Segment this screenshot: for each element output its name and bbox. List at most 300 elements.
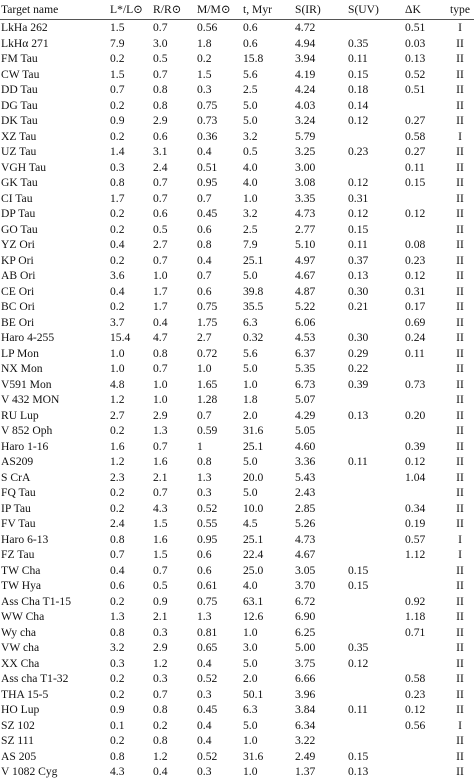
cell-s-ir: 5.00: [295, 641, 316, 654]
cell-s-uv: [342, 423, 397, 439]
cell-type: II: [456, 672, 464, 685]
cell-radius: 1.0: [153, 377, 168, 391]
cell-delta-k: [397, 749, 446, 765]
cell-s-ir: 4.73: [295, 532, 316, 546]
cell-mass: 0.3: [197, 486, 212, 499]
cell-s-ir: 6.25: [295, 625, 316, 639]
cell-mass: 0.6: [197, 284, 212, 298]
cell-age: 5.0: [243, 486, 258, 499]
cell-delta-k: 0.20: [405, 408, 426, 422]
cell-radius: 0.4: [153, 765, 168, 778]
cell-age: 15.8: [243, 52, 264, 65]
cell-s-ir: 4.19: [295, 67, 316, 81]
cell-target-name: LkHα 271: [1, 36, 49, 50]
cell-type: I: [458, 129, 462, 143]
cell-radius: 3.1: [153, 145, 168, 158]
cell-s-uv: 0.35: [348, 641, 369, 654]
table-row: [0, 222, 474, 238]
cell-s-uv: [342, 392, 397, 408]
cell-luminosity: 1.5: [110, 67, 125, 81]
cell-mass: 0.7: [197, 408, 212, 422]
cell-target-name: HO Lup: [1, 703, 40, 716]
cell-luminosity: 0.3: [110, 656, 125, 670]
cell-type: II: [456, 734, 464, 747]
cell-s-uv: [342, 547, 397, 563]
cell-delta-k: 0.51: [405, 21, 426, 34]
cell-type: II: [456, 687, 464, 701]
cell-target-name: FV Tau: [1, 517, 36, 530]
cell-delta-k: 0.12: [405, 269, 426, 282]
cell-type: II: [456, 269, 464, 282]
cell-type: II: [456, 765, 464, 778]
cell-radius: 0.5: [153, 222, 168, 236]
cell-type: II: [456, 207, 464, 220]
cell-type: II: [456, 176, 464, 189]
header-row: [0, 0, 474, 20]
cell-target-name: Ass cha T1-32: [1, 672, 69, 685]
cell-age: 4.0: [243, 579, 258, 592]
table-row: [0, 330, 474, 346]
cell-age: 25.0: [243, 563, 264, 577]
cell-mass: 0.45: [197, 703, 218, 716]
cell-s-uv: [342, 315, 397, 331]
cell-radius: 0.2: [153, 718, 168, 732]
cell-s-uv: 0.13: [348, 765, 369, 778]
cell-delta-k: 0.52: [405, 67, 426, 81]
table-row: [0, 206, 474, 222]
cell-radius: 0.7: [153, 191, 168, 205]
cell-age: 1.8: [243, 393, 258, 406]
cell-type: II: [456, 470, 464, 484]
table-row: [0, 113, 474, 129]
cell-mass: 2.7: [197, 331, 212, 344]
cell-s-ir: 6.73: [295, 377, 316, 391]
cell-delta-k: [397, 423, 446, 439]
cell-s-ir: 3.24: [295, 114, 316, 127]
cell-delta-k: 0.12: [405, 703, 426, 716]
cell-radius: 0.3: [153, 672, 168, 685]
cell-type: II: [456, 610, 464, 623]
cell-target-name: V 852 Oph: [1, 424, 53, 437]
cell-s-ir: 6.06: [295, 315, 316, 329]
cell-s-ir: 4.72: [295, 21, 316, 34]
header-s-ir: S(IR): [290, 0, 342, 20]
cell-mass: 1.5: [197, 67, 212, 81]
cell-type: II: [456, 98, 464, 112]
cell-mass: 0.52: [197, 672, 218, 685]
cell-s-ir: 1.37: [295, 765, 316, 778]
cell-type: II: [456, 284, 464, 298]
cell-delta-k: 0.58: [405, 129, 426, 143]
cell-type: II: [456, 67, 464, 81]
cell-target-name: GO Tau: [1, 222, 38, 236]
cell-radius: 0.3: [153, 625, 168, 639]
cell-radius: 0.6: [153, 129, 168, 143]
cell-luminosity: 2.7: [110, 408, 125, 422]
cell-s-uv: 0.15: [348, 579, 369, 592]
cell-radius: 2.9: [153, 641, 168, 654]
cell-mass: 0.4: [197, 145, 212, 158]
cell-age: 2.0: [243, 408, 258, 422]
cell-age: 7.9: [243, 238, 258, 251]
cell-delta-k: 0.31: [405, 284, 426, 298]
cell-delta-k: 0.58: [405, 672, 426, 685]
cell-target-name: DK Tau: [1, 114, 38, 127]
table-row: [0, 191, 474, 207]
cell-s-uv: 0.21: [348, 300, 369, 313]
cell-luminosity: 0.9: [110, 114, 125, 127]
cell-s-uv: 0.12: [348, 176, 369, 189]
cell-mass: 0.72: [197, 346, 218, 360]
table-row: [0, 501, 474, 517]
cell-s-ir: 5.10: [295, 238, 316, 251]
cell-target-name: V591 Mon: [1, 377, 52, 391]
cell-type: II: [456, 517, 464, 530]
cell-mass: 1.3: [197, 610, 212, 623]
cell-mass: 0.73: [197, 114, 218, 127]
cell-luminosity: 0.8: [110, 625, 125, 639]
cell-s-uv: [342, 733, 397, 749]
cell-mass: 0.59: [197, 424, 218, 437]
cell-s-uv: 0.29: [348, 346, 369, 360]
cell-s-uv: 0.11: [348, 703, 368, 716]
cell-radius: 0.7: [153, 563, 168, 577]
cell-age: 5.0: [243, 114, 258, 127]
cell-target-name: CW Tau: [1, 67, 40, 81]
cell-s-ir: 5.07: [295, 393, 316, 406]
table-row: [0, 175, 474, 191]
cell-mass: 0.2: [197, 52, 212, 65]
cell-target-name: XX Cha: [1, 656, 40, 670]
cell-radius: 2.9: [153, 408, 168, 422]
header-mass: M/M⊙: [191, 0, 239, 20]
cell-luminosity: 0.2: [110, 687, 125, 701]
cell-radius: 0.5: [153, 579, 168, 592]
cell-s-uv: [342, 671, 397, 687]
cell-type: II: [456, 563, 464, 577]
cell-luminosity: 0.7: [110, 548, 125, 561]
cell-type: II: [456, 656, 464, 670]
cell-mass: 1: [197, 439, 203, 453]
cell-radius: 2.7: [153, 238, 168, 251]
cell-age: 0.32: [243, 331, 264, 344]
cell-luminosity: 0.8: [110, 749, 125, 763]
cell-mass: 0.3: [197, 687, 212, 701]
cell-mass: 0.4: [197, 734, 212, 747]
cell-type: II: [456, 83, 464, 96]
cell-radius: 1.2: [153, 749, 168, 763]
cell-luminosity: 0.9: [110, 703, 125, 716]
cell-luminosity: 15.4: [110, 331, 131, 344]
cell-radius: 2.4: [153, 160, 168, 174]
cell-target-name: V 1082 Cyg: [1, 765, 58, 778]
cell-age: 5.0: [243, 362, 258, 375]
cell-age: 63.1: [243, 594, 264, 608]
cell-radius: 0.7: [153, 21, 168, 34]
table-row: [0, 237, 474, 253]
table-row: [0, 129, 474, 145]
table-row: [0, 687, 474, 703]
cell-s-uv: [342, 532, 397, 548]
cell-mass: 1.75: [197, 315, 218, 329]
cell-s-uv: 0.37: [348, 253, 369, 267]
cell-luminosity: 0.4: [110, 284, 125, 298]
table-row: [0, 439, 474, 455]
cell-delta-k: 0.71: [405, 625, 426, 639]
table-row: [0, 485, 474, 501]
cell-target-name: Haro 6-13: [1, 532, 49, 546]
cell-target-name: VGH Tau: [1, 160, 47, 174]
cell-age: 1.0: [243, 377, 258, 391]
cell-mass: 0.36: [197, 129, 218, 143]
cell-s-uv: 0.15: [348, 563, 369, 577]
cell-luminosity: 1.2: [110, 455, 125, 468]
cell-luminosity: 1.3: [110, 610, 125, 623]
cell-mass: 0.52: [197, 749, 218, 763]
cell-mass: 0.45: [197, 207, 218, 220]
cell-age: 4.5: [243, 517, 258, 530]
cell-age: 3.2: [243, 207, 258, 220]
cell-delta-k: [397, 392, 446, 408]
cell-target-name: CE Ori: [1, 284, 35, 298]
cell-s-uv: 0.11: [348, 238, 368, 251]
table-row: [0, 454, 474, 470]
cell-s-ir: 5.26: [295, 517, 316, 530]
cell-radius: 2.9: [153, 114, 168, 127]
cell-target-name: Ass Cha T1-15: [1, 594, 71, 608]
cell-age: 1.0: [243, 765, 258, 778]
cell-s-uv: [342, 129, 397, 145]
cell-type: II: [456, 52, 464, 65]
cell-delta-k: [397, 764, 446, 780]
cell-luminosity: 0.2: [110, 98, 125, 112]
cell-type: II: [456, 641, 464, 654]
header-type: type: [446, 0, 474, 20]
cell-radius: 2.1: [153, 470, 168, 484]
table-row: [0, 144, 474, 160]
cell-delta-k: [397, 563, 446, 579]
cell-luminosity: 0.2: [110, 222, 125, 236]
table-row: [0, 20, 474, 36]
cell-s-uv: [342, 625, 397, 641]
cell-age: 12.6: [243, 610, 264, 623]
table-row: [0, 733, 474, 749]
cell-mass: 0.7: [197, 269, 212, 282]
cell-delta-k: 0.15: [405, 176, 426, 189]
table-row: [0, 749, 474, 765]
cell-type: II: [456, 300, 464, 313]
cell-s-uv: 0.14: [348, 98, 369, 112]
cell-s-uv: 0.31: [348, 191, 369, 205]
cell-luminosity: 0.7: [110, 83, 125, 96]
cell-delta-k: 0.12: [405, 455, 426, 468]
cell-delta-k: 0.51: [405, 83, 426, 96]
cell-mass: 0.4: [197, 253, 212, 267]
cell-age: 5.6: [243, 346, 258, 360]
cell-target-name: XZ Tau: [1, 129, 37, 143]
cell-age: 20.0: [243, 470, 264, 484]
cell-luminosity: 0.2: [110, 594, 125, 608]
cell-s-ir: 3.75: [295, 656, 316, 670]
cell-target-name: AS 205: [1, 749, 37, 763]
cell-age: 2.0: [243, 672, 258, 685]
cell-age: 22.4: [243, 548, 264, 561]
cell-delta-k: 0.11: [405, 160, 425, 174]
cell-delta-k: 0.39: [405, 439, 426, 453]
cell-mass: 0.75: [197, 594, 218, 608]
cell-s-ir: 3.36: [295, 455, 316, 468]
cell-s-uv: [342, 485, 397, 501]
cell-type: II: [456, 749, 464, 763]
cell-s-ir: 4.67: [295, 548, 316, 561]
cell-mass: 0.61: [197, 579, 218, 592]
cell-s-ir: 4.60: [295, 439, 316, 453]
cell-mass: 1.8: [197, 36, 212, 50]
table-row: [0, 361, 474, 377]
cell-delta-k: 0.23: [405, 253, 426, 267]
cell-luminosity: 0.3: [110, 160, 125, 174]
cell-s-ir: 5.43: [295, 470, 316, 484]
cell-age: 25.1: [243, 532, 264, 546]
cell-mass: 0.75: [197, 300, 218, 313]
cell-delta-k: [397, 578, 446, 594]
cell-s-uv: 0.11: [348, 455, 368, 468]
cell-type: II: [456, 331, 464, 344]
cell-luminosity: 0.2: [110, 207, 125, 220]
cell-s-uv: 0.22: [348, 362, 369, 375]
table-row: [0, 160, 474, 176]
cell-s-ir: 4.24: [295, 83, 316, 96]
table-body: [0, 20, 474, 780]
cell-mass: 0.7: [197, 191, 212, 205]
cell-age: 1.0: [243, 734, 258, 747]
cell-radius: 1.5: [153, 548, 168, 561]
cell-radius: 0.7: [153, 439, 168, 453]
cell-mass: 0.81: [197, 625, 218, 639]
table-row: [0, 640, 474, 656]
table-row: [0, 253, 474, 269]
cell-type: I: [458, 548, 462, 561]
header-delta-k: ΔK: [397, 0, 446, 20]
cell-type: II: [456, 362, 464, 375]
cell-s-uv: [342, 160, 397, 176]
cell-s-ir: 5.05: [295, 424, 316, 437]
cell-radius: 4.7: [153, 331, 168, 344]
cell-type: II: [456, 238, 464, 251]
cell-target-name: Haro 1-16: [1, 439, 49, 453]
header-luminosity: L*/L⊙: [96, 0, 145, 20]
cell-s-uv: [342, 20, 397, 36]
cell-radius: 0.8: [153, 83, 168, 96]
cell-radius: 1.7: [153, 300, 168, 313]
table-row: [0, 51, 474, 67]
cell-s-ir: 5.79: [295, 129, 316, 143]
cell-mass: 0.8: [197, 455, 212, 468]
table-row: [0, 594, 474, 610]
cell-radius: 1.7: [153, 284, 168, 298]
table-row: [0, 764, 474, 780]
cell-s-ir: 4.29: [295, 408, 316, 422]
cell-luminosity: 4.8: [110, 377, 125, 391]
cell-luminosity: 0.8: [110, 176, 125, 189]
table-row: [0, 268, 474, 284]
cell-delta-k: 0.27: [405, 145, 426, 158]
cell-mass: 0.4: [197, 718, 212, 732]
cell-s-ir: 4.94: [295, 36, 316, 50]
cell-age: 3.0: [243, 641, 258, 654]
cell-delta-k: 0.57: [405, 532, 426, 546]
cell-s-uv: 0.13: [348, 269, 369, 282]
table-row: [0, 702, 474, 718]
cell-age: 6.3: [243, 315, 258, 329]
cell-delta-k: [397, 222, 446, 238]
cell-s-uv: [342, 470, 397, 486]
cell-s-ir: 2.85: [295, 501, 316, 515]
cell-luminosity: 0.2: [110, 486, 125, 499]
cell-type: II: [456, 253, 464, 267]
cell-luminosity: 0.2: [110, 672, 125, 685]
cell-target-name: TW Cha: [1, 563, 41, 577]
cell-age: 5.6: [243, 67, 258, 81]
cell-s-ir: 3.70: [295, 579, 316, 592]
cell-type: II: [456, 486, 464, 499]
cell-age: 31.6: [243, 424, 264, 437]
cell-delta-k: 0.23: [405, 687, 426, 701]
cell-age: 1.0: [243, 625, 258, 639]
cell-type: I: [458, 21, 462, 34]
cell-radius: 1.3: [153, 424, 168, 437]
cell-s-uv: [342, 439, 397, 455]
cell-s-ir: 3.22: [295, 734, 316, 747]
table-row: [0, 392, 474, 408]
cell-age: 4.0: [243, 176, 258, 189]
cell-type: II: [456, 439, 464, 453]
cell-age: 25.1: [243, 439, 264, 453]
cell-target-name: BE Ori: [1, 315, 35, 329]
cell-luminosity: 4.3: [110, 765, 125, 778]
cell-luminosity: 3.7: [110, 315, 125, 329]
cell-luminosity: 2.4: [110, 517, 125, 530]
cell-radius: 0.8: [153, 734, 168, 747]
cell-mass: 0.6: [197, 563, 212, 577]
cell-target-name: GK Tau: [1, 176, 38, 189]
cell-luminosity: 0.2: [110, 129, 125, 143]
cell-type: II: [456, 315, 464, 329]
cell-delta-k: [397, 98, 446, 114]
cell-s-ir: 4.73: [295, 207, 316, 220]
cell-target-name: BC Ori: [1, 300, 35, 313]
cell-mass: 0.4: [197, 656, 212, 670]
cell-delta-k: [397, 733, 446, 749]
cell-target-name: AS209: [1, 455, 34, 468]
table-row: [0, 516, 474, 532]
cell-s-uv: [342, 594, 397, 610]
cell-radius: 0.7: [153, 486, 168, 499]
table-row: [0, 718, 474, 734]
cell-age: 31.6: [243, 749, 264, 763]
cell-target-name: V 432 MON: [1, 393, 60, 406]
cell-delta-k: 0.56: [405, 718, 426, 732]
cell-luminosity: 1.0: [110, 362, 125, 375]
cell-s-ir: 6.34: [295, 718, 316, 732]
cell-luminosity: 0.2: [110, 300, 125, 313]
cell-mass: 1.3: [197, 470, 212, 484]
cell-s-uv: 0.13: [348, 408, 369, 422]
cell-delta-k: 0.34: [405, 501, 426, 515]
table-row: [0, 609, 474, 625]
cell-radius: 3.0: [153, 36, 168, 50]
cell-delta-k: [397, 361, 446, 377]
